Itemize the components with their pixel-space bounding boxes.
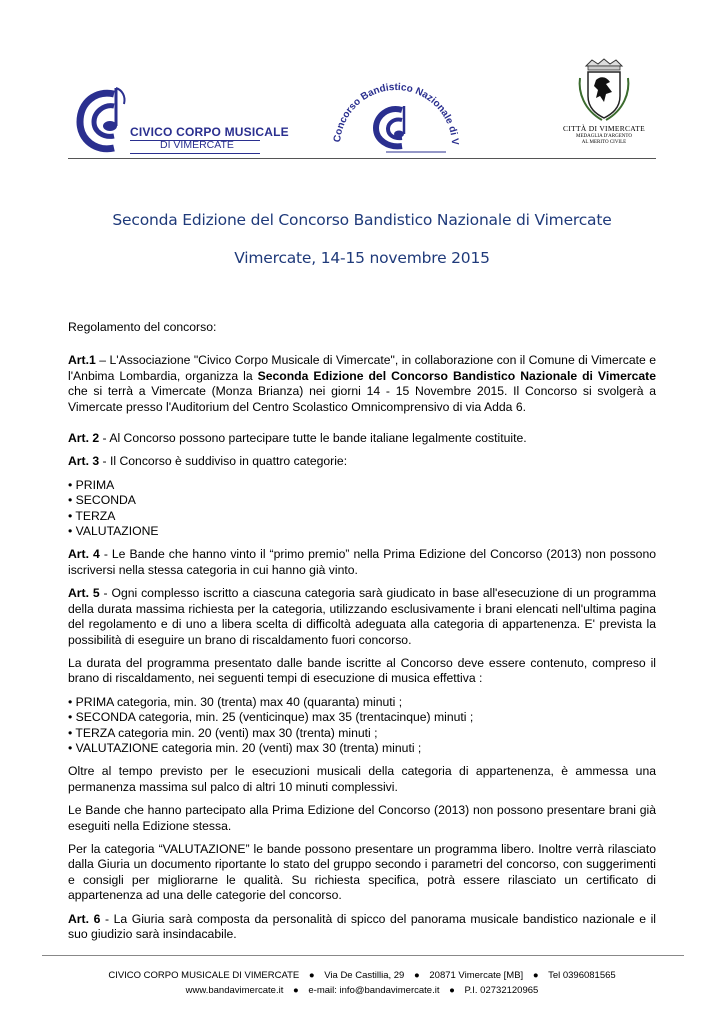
footer-tel: Tel 0396081565: [548, 970, 616, 981]
article-1-bold: Seconda Edizione del Concorso Bandistico Nazionale di Vimercate: [257, 368, 656, 383]
letterhead: [0, 0, 724, 165]
article-3: [68, 454, 656, 469]
footer-piva: P.I. 02732120965: [464, 985, 539, 996]
article-6-label: Art. 6: [68, 911, 101, 926]
footer-city: 20871 Vimercate [MB]: [429, 970, 524, 981]
article-3-text: - Il Concorso è suddiviso in quattro categorie:: [99, 454, 348, 469]
bullet-icon: ●: [449, 985, 455, 996]
bullet-icon: ●: [293, 985, 299, 996]
concorso-arc-logo-icon: [326, 68, 466, 158]
article-2-label: Art. 2: [68, 431, 100, 446]
list-item: • SECONDA: [68, 493, 136, 508]
article-6-text: - La Giuria sarà composta da personalità di spicco del panorama musicale bandistico nazionale e il suo giudizio sarà insindacabile.: [68, 911, 657, 941]
footer-line2: [0, 983, 724, 998]
article-1: [68, 353, 656, 415]
duration-list: [68, 695, 656, 757]
concorso-logo: [326, 68, 466, 158]
concorso-arc-text: Concorso Bandistico Nazionale di V: [332, 81, 461, 146]
article-3-label: Art. 3: [68, 454, 100, 469]
logo-left-line1: CIVICO CORPO MUSICALE: [130, 125, 289, 139]
article-1-text-b: che si terrà a Vimercate (Monza Brianza) nei giorni 14 - 15 Novembre 2015. Il Concorso si svolgerà a Vimercate presso l'Auditorium del Centro Scolastico Omnicomprensivo di via Adda 6.: [68, 384, 656, 414]
article-5: [68, 586, 656, 648]
article-5-para5: Per la categoria “VALUTAZIONE” le bande possono presentare un programma libero. Inoltre verrà rilasciato dalla Giuria un documento riportante lo stato del gruppo secondo i parametri del concorso, con suggerimenti e consigli per migliorarne le qualità. Su richiesta specifica, potrà essere rilasciato un certificato di appartenenza ad una delle categorie del concorso.: [68, 841, 656, 903]
article-4-label: Art. 4: [68, 547, 100, 562]
list-item: • TERZA categoria min. 20 (venti) max 30 (trenta) minuti ;: [68, 725, 378, 740]
citta-di-vimercate-logo: [548, 58, 660, 158]
logo-right-line1: CITTÀ DI VIMERCATE: [563, 124, 645, 133]
list-item: • PRIMA categoria, min. 30 (trenta) max 40 (quaranta) minuti ;: [68, 694, 403, 709]
list-item: • TERZA: [68, 508, 116, 523]
article-1-label: Art.1: [68, 353, 96, 368]
bullet-icon: ●: [308, 970, 315, 981]
document-title: Seconda Edizione del Concorso Bandistico Nazionale di Vimercate: [112, 211, 612, 229]
footer-line1: [0, 968, 724, 983]
bullet-icon: ●: [413, 970, 420, 981]
footer-org: CIVICO CORPO MUSICALE DI VIMERCATE: [108, 970, 300, 981]
article-6: [68, 912, 656, 943]
civico-corpo-musicale-logo: [74, 80, 289, 160]
coat-of-arms-icon: [576, 58, 632, 122]
document-subtitle: Vimercate, 14-15 novembre 2015: [234, 249, 490, 267]
logo-right-line2: MEDAGLIA D'ARGENTO: [576, 134, 632, 139]
article-5-label: Art. 5: [68, 586, 100, 601]
article-5-para2: La durata del programma presentato dalle bande iscritte al Concorso deve essere contenuto, compreso il brano di riscaldamento, nei seguenti tempi di esecuzione di musica effettiva :: [68, 655, 656, 686]
footer: [0, 968, 724, 998]
footer-address: Via De Castillia, 29: [324, 970, 405, 981]
article-1-text-a: – L'Associazione "Civico Corpo Musicale di Vimercate", in collaborazione con il Comune di Vimercate e l'Anbima Lombardia, organizza la: [68, 353, 656, 383]
list-item: • VALUTAZIONE categoria min. 20 (venti) max 30 (trenta) minuti ;: [68, 740, 422, 755]
logo-right-line3: AL MERITO CIVILE: [581, 140, 627, 145]
regulation-body: [68, 320, 656, 950]
footer-email: e-mail: info@bandavimercate.it: [308, 985, 440, 996]
intro-text: Regolamento del concorso:: [68, 320, 217, 334]
article-5-para3: Oltre al tempo previsto per le esecuzioni musicali della categoria di appartenenza, è ammessa una permanenza massima sul palco di altri 10 minuti complessivi.: [68, 764, 656, 794]
list-item: • PRIMA: [68, 477, 115, 492]
article-4: [68, 547, 656, 578]
bullet-icon: ●: [532, 970, 539, 981]
header-divider: [68, 158, 656, 159]
article-5-text: - Ogni complesso iscritto a ciascuna categoria sarà giudicato in base all'esecuzione di un programma della durata massima richiesta per la categoria, utilizzando esclusivamente i brani elencati nell'ultima pagina del regolamento e di uno a libera scelta di difficoltà adeguata alla categoria di appartenenza. E' prevista la possibilità di eseguire un brano di riscaldamento fuori concorso.: [68, 586, 657, 647]
article-2: [68, 431, 656, 446]
logo-left-line2: DI VIMERCATE: [160, 139, 234, 151]
article-2-text: - Al Concorso possono partecipare tutte le bande italiane legalmente costituite.: [99, 431, 527, 446]
list-item: • SECONDA categoria, min. 25 (venticinque) max 35 (trentacinque) minuti ;: [68, 710, 474, 725]
list-item: • VALUTAZIONE: [68, 524, 159, 539]
footer-web: www.bandavimercate.it: [185, 985, 284, 996]
article-4-text: - Le Bande che hanno vinto il “primo premio” nella Prima Edizione del Concorso (2013) non possono iscriversi nella stessa categoria in cui hanno già vinto.: [68, 547, 656, 577]
music-note-logo-icon: [74, 80, 134, 158]
article-5-para4: Le Bande che hanno partecipato alla Prima Edizione del Concorso (2013) non possono presentare brani già eseguiti nella Edizione stessa.: [68, 803, 656, 833]
category-list: [68, 478, 656, 540]
footer-divider: [42, 955, 684, 956]
logo-right-subtitle: [548, 134, 660, 146]
